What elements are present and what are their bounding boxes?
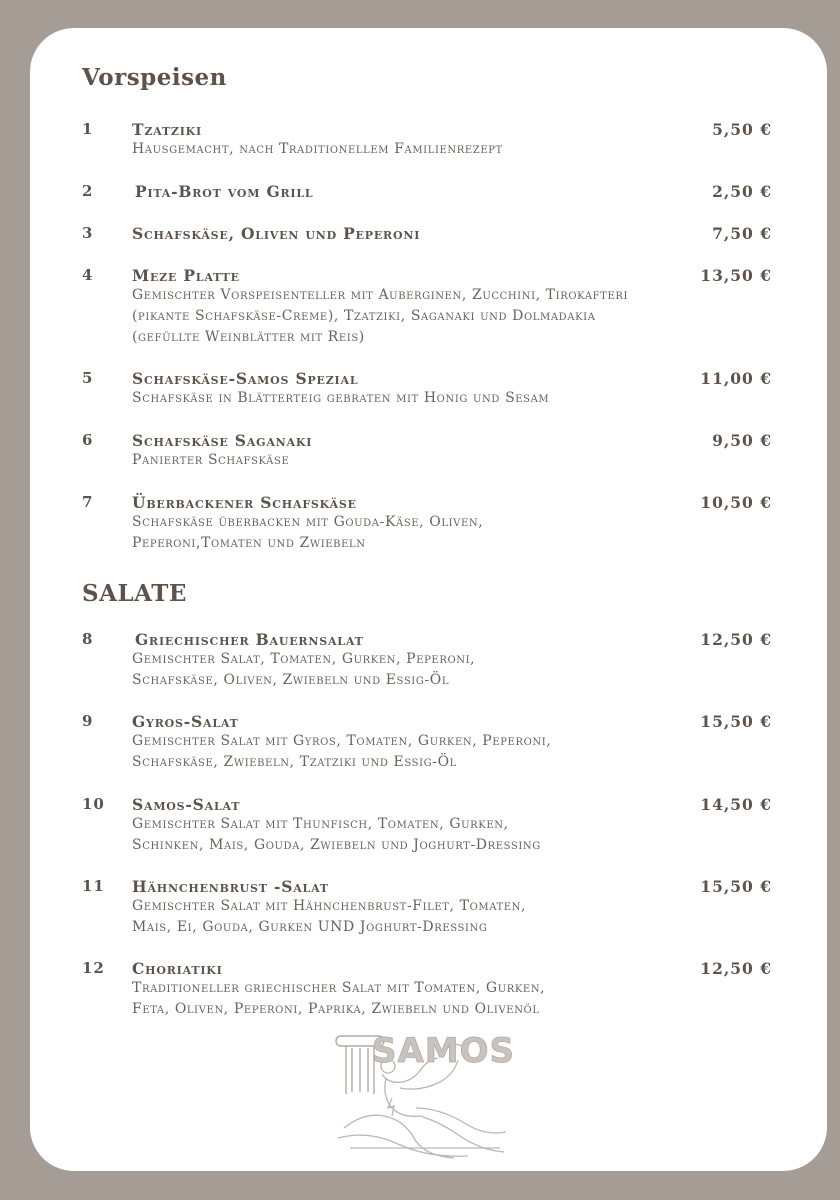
item-number: 2 — [82, 182, 94, 200]
item-price: 7,50 € — [712, 224, 772, 243]
item-number: 7 — [82, 493, 94, 511]
item-price: 13,50 € — [700, 266, 772, 285]
item-name: Pita-Brot vom Grill — [135, 182, 314, 201]
item-name: Meze Platte — [132, 266, 240, 285]
item-description: Schafskäse in Blätterteig gebraten mit Honig und Sesam — [132, 390, 550, 406]
item-description: Gemischter Salat, Tomaten, Gurken, Peperoni, Schafskäse, Oliven, Zwiebeln und Essig-Öl — [132, 651, 476, 688]
item-description: Gemischter Salat mit Gyros, Tomaten, Gurken, Peperoni, Schafskäse, Zwiebeln, Tzatziki und Essig-Öl — [132, 733, 552, 770]
item-name: Tzatziki — [132, 120, 202, 139]
section-title-salate: SALATE — [82, 580, 187, 607]
item-price: 15,50 € — [700, 877, 772, 896]
item-name: Schafskäse Saganaki — [132, 431, 313, 450]
item-number: 12 — [82, 959, 105, 977]
item-number: 9 — [82, 712, 94, 730]
item-name: Überbackener Schafskäse — [132, 493, 357, 512]
samos-logo — [330, 1028, 530, 1168]
item-price: 5,50 € — [712, 120, 772, 139]
item-price: 2,50 € — [712, 182, 772, 201]
logo-text: SAMOS — [372, 1031, 516, 1071]
item-description: Schafskäse überbacken mit Gouda-Käse, Oliven, Peperoni,Tomaten und Zwiebeln — [132, 514, 484, 551]
item-number: 5 — [82, 369, 94, 387]
item-name: Choriatiki — [132, 959, 223, 978]
item-number: 1 — [82, 120, 94, 138]
menu-card — [30, 28, 827, 1171]
item-description: Hausgemacht, nach Traditionellem Familienrezept — [132, 141, 503, 157]
item-description: Traditioneller griechischer Salat mit Tomaten, Gurken, Feta, Oliven, Peperoni, Paprika, Zwiebeln und Olivenöl — [132, 980, 546, 1017]
item-number: 3 — [82, 224, 94, 242]
item-name: Gyros-Salat — [132, 712, 239, 731]
item-name: Griechischer Bauernsalat — [135, 630, 364, 649]
item-description: Panierter Schafskäse — [132, 452, 290, 468]
item-price: 12,50 € — [700, 630, 772, 649]
item-name: Schafskäse-Samos Spezial — [132, 369, 359, 388]
item-description: Gemischter Salat mit Thunfisch, Tomaten, Gurken, Schinken, Mais, Gouda, Zwiebeln und Joghurt-Dressing — [132, 816, 541, 853]
item-price: 14,50 € — [700, 795, 772, 814]
item-name: Hähnchenbrust -Salat — [132, 877, 329, 896]
item-name: Schafskäse, Oliven und Peperoni — [132, 224, 421, 243]
section-title-vorspeisen: Vorspeisen — [82, 64, 227, 91]
item-price: 10,50 € — [700, 493, 772, 512]
item-description: Gemischter Vorspeisenteller mit Auberginen, Zucchini, Tirokafteri (pikante Schafskäse-Creme), Tzatziki, Saganaki und Dolmadakia (gefüllte Weinblätter mit Reis) — [132, 287, 629, 345]
item-number: 6 — [82, 431, 94, 449]
item-number: 11 — [82, 877, 105, 895]
item-price: 11,00 € — [700, 369, 772, 388]
item-price: 15,50 € — [700, 712, 772, 731]
item-price: 9,50 € — [712, 431, 772, 450]
item-price: 12,50 € — [700, 959, 772, 978]
item-name: Samos-Salat — [132, 795, 241, 814]
item-number: 4 — [82, 266, 94, 284]
item-number: 8 — [82, 630, 94, 648]
item-number: 10 — [82, 795, 105, 813]
item-description: Gemischter Salat mit Hähnchenbrust-Filet, Tomaten, Mais, Ei, Gouda, Gurken UND Joghurt-Dressing — [132, 898, 527, 935]
